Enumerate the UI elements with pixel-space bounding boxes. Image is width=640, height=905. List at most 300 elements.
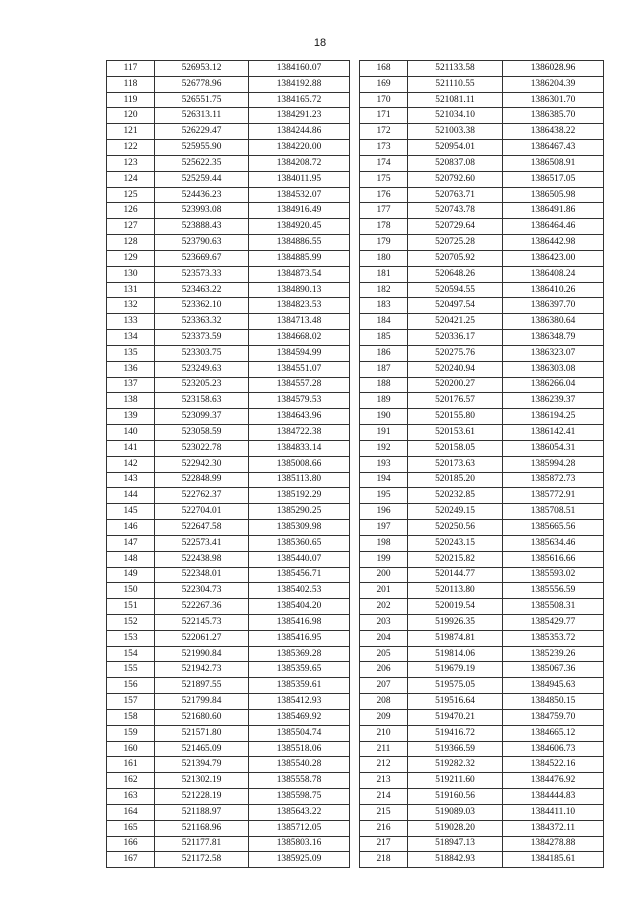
point-number-cell: 118: [107, 76, 155, 92]
table-row: [360, 488, 604, 504]
point-number-cell: 155: [107, 662, 155, 678]
x-coordinate-cell: 522348.01: [155, 567, 249, 583]
x-coordinate-cell: 521990.84: [155, 646, 249, 662]
point-number-cell: 154: [107, 646, 155, 662]
x-coordinate-cell: 523790.63: [155, 235, 249, 251]
x-coordinate-cell: 520158.05: [408, 440, 503, 456]
point-number-cell: 181: [360, 266, 408, 282]
table-row: [107, 789, 350, 805]
y-coordinate-cell: 1384522.16: [503, 757, 604, 773]
table-row: [107, 92, 350, 108]
point-number-cell: 178: [360, 219, 408, 235]
point-number-cell: 203: [360, 614, 408, 630]
y-coordinate-cell: 1385665.56: [503, 520, 604, 536]
y-coordinate-cell: 1384411.10: [503, 804, 604, 820]
table-row: [360, 425, 604, 441]
y-coordinate-cell: 1386505.98: [503, 187, 604, 203]
table-row: [107, 425, 350, 441]
table-row: [107, 393, 350, 409]
point-number-cell: 170: [360, 92, 408, 108]
point-number-cell: 133: [107, 314, 155, 330]
coordinates-table-left-body: [107, 61, 350, 868]
y-coordinate-cell: 1385353.72: [503, 630, 604, 646]
table-row: [107, 377, 350, 393]
y-coordinate-cell: 1386385.70: [503, 108, 604, 124]
point-number-cell: 200: [360, 567, 408, 583]
y-coordinate-cell: 1384160.07: [249, 61, 350, 77]
table-row: [360, 472, 604, 488]
point-number-cell: 117: [107, 61, 155, 77]
x-coordinate-cell: 519160.56: [408, 789, 503, 805]
y-coordinate-cell: 1386323.07: [503, 345, 604, 361]
x-coordinate-cell: 519470.21: [408, 709, 503, 725]
point-number-cell: 218: [360, 852, 408, 868]
point-number-cell: 130: [107, 266, 155, 282]
table-row: [107, 504, 350, 520]
y-coordinate-cell: 1385593.02: [503, 567, 604, 583]
table-row: [360, 535, 604, 551]
x-coordinate-cell: 521942.73: [155, 662, 249, 678]
point-number-cell: 182: [360, 282, 408, 298]
x-coordinate-cell: 522762.37: [155, 488, 249, 504]
point-number-cell: 145: [107, 504, 155, 520]
x-coordinate-cell: 520215.82: [408, 551, 503, 567]
y-coordinate-cell: 1385518.06: [249, 741, 350, 757]
table-row: [107, 314, 350, 330]
y-coordinate-cell: 1384722.38: [249, 425, 350, 441]
point-number-cell: 194: [360, 472, 408, 488]
x-coordinate-cell: 520648.26: [408, 266, 503, 282]
table-row: [107, 345, 350, 361]
table-row: [107, 599, 350, 615]
y-coordinate-cell: 1386408.24: [503, 266, 604, 282]
coordinates-table-right: [359, 60, 604, 868]
y-coordinate-cell: 1384823.53: [249, 298, 350, 314]
y-coordinate-cell: 1384850.15: [503, 694, 604, 710]
table-row: [107, 61, 350, 77]
x-coordinate-cell: 520173.63: [408, 456, 503, 472]
y-coordinate-cell: 1385994.28: [503, 456, 604, 472]
point-number-cell: 121: [107, 124, 155, 140]
y-coordinate-cell: 1384444.83: [503, 789, 604, 805]
point-number-cell: 139: [107, 409, 155, 425]
x-coordinate-cell: 519089.03: [408, 804, 503, 820]
table-row: [360, 345, 604, 361]
coordinates-table-left: [106, 60, 350, 868]
table-row: [107, 583, 350, 599]
x-coordinate-cell: 520594.55: [408, 282, 503, 298]
point-number-cell: 215: [360, 804, 408, 820]
y-coordinate-cell: 1384920.45: [249, 219, 350, 235]
x-coordinate-cell: 520275.76: [408, 345, 503, 361]
point-number-cell: 202: [360, 599, 408, 615]
table-row: [360, 852, 604, 868]
point-number-cell: 193: [360, 456, 408, 472]
x-coordinate-cell: 521081.11: [408, 92, 503, 108]
table-row: [360, 520, 604, 536]
point-number-cell: 135: [107, 345, 155, 361]
point-number-cell: 157: [107, 694, 155, 710]
point-number-cell: 192: [360, 440, 408, 456]
table-row: [360, 124, 604, 140]
y-coordinate-cell: 1385634.46: [503, 535, 604, 551]
table-row: [360, 804, 604, 820]
point-number-cell: 151: [107, 599, 155, 615]
x-coordinate-cell: 519282.32: [408, 757, 503, 773]
table-row: [360, 694, 604, 710]
x-coordinate-cell: 526229.47: [155, 124, 249, 140]
table-row: [107, 187, 350, 203]
x-coordinate-cell: 521465.09: [155, 741, 249, 757]
table-row: [107, 852, 350, 868]
x-coordinate-cell: 523888.43: [155, 219, 249, 235]
point-number-cell: 141: [107, 440, 155, 456]
y-coordinate-cell: 1385556.59: [503, 583, 604, 599]
y-coordinate-cell: 1385872.73: [503, 472, 604, 488]
point-number-cell: 138: [107, 393, 155, 409]
point-number-cell: 152: [107, 614, 155, 630]
point-number-cell: 196: [360, 504, 408, 520]
point-number-cell: 164: [107, 804, 155, 820]
x-coordinate-cell: 526551.75: [155, 92, 249, 108]
y-coordinate-cell: 1384551.07: [249, 361, 350, 377]
point-number-cell: 183: [360, 298, 408, 314]
point-number-cell: 201: [360, 583, 408, 599]
table-row: [107, 614, 350, 630]
point-number-cell: 125: [107, 187, 155, 203]
x-coordinate-cell: 520792.60: [408, 171, 503, 187]
table-row: [107, 520, 350, 536]
table-row: [107, 219, 350, 235]
x-coordinate-cell: 520837.08: [408, 155, 503, 171]
y-coordinate-cell: 1384165.72: [249, 92, 350, 108]
x-coordinate-cell: 523249.63: [155, 361, 249, 377]
y-coordinate-cell: 1386410.26: [503, 282, 604, 298]
point-number-cell: 148: [107, 551, 155, 567]
x-coordinate-cell: 521188.97: [155, 804, 249, 820]
point-number-cell: 134: [107, 330, 155, 346]
point-number-cell: 153: [107, 630, 155, 646]
point-number-cell: 142: [107, 456, 155, 472]
point-number-cell: 190: [360, 409, 408, 425]
point-number-cell: 175: [360, 171, 408, 187]
y-coordinate-cell: 1386054.31: [503, 440, 604, 456]
x-coordinate-cell: 520200.27: [408, 377, 503, 393]
y-coordinate-cell: 1385504.74: [249, 725, 350, 741]
table-row: [107, 155, 350, 171]
table-row: [107, 124, 350, 140]
x-coordinate-cell: 521133.58: [408, 61, 503, 77]
y-coordinate-cell: 1384278.88: [503, 836, 604, 852]
point-number-cell: 147: [107, 535, 155, 551]
table-row: [107, 488, 350, 504]
table-row: [360, 377, 604, 393]
y-coordinate-cell: 1386204.39: [503, 76, 604, 92]
point-number-cell: 174: [360, 155, 408, 171]
x-coordinate-cell: 523993.08: [155, 203, 249, 219]
table-row: [360, 282, 604, 298]
x-coordinate-cell: 518947.13: [408, 836, 503, 852]
y-coordinate-cell: 1384476.92: [503, 773, 604, 789]
y-coordinate-cell: 1385469.92: [249, 709, 350, 725]
x-coordinate-cell: 520153.61: [408, 425, 503, 441]
point-number-cell: 124: [107, 171, 155, 187]
point-number-cell: 199: [360, 551, 408, 567]
x-coordinate-cell: 520019.54: [408, 599, 503, 615]
table-row: [360, 298, 604, 314]
point-number-cell: 171: [360, 108, 408, 124]
x-coordinate-cell: 521110.55: [408, 76, 503, 92]
y-coordinate-cell: 1385067.36: [503, 662, 604, 678]
table-row: [107, 140, 350, 156]
x-coordinate-cell: 521680.60: [155, 709, 249, 725]
point-number-cell: 143: [107, 472, 155, 488]
point-number-cell: 206: [360, 662, 408, 678]
point-number-cell: 173: [360, 140, 408, 156]
point-number-cell: 207: [360, 678, 408, 694]
table-row: [360, 203, 604, 219]
y-coordinate-cell: 1384713.48: [249, 314, 350, 330]
table-row: [360, 140, 604, 156]
y-coordinate-cell: 1386142.41: [503, 425, 604, 441]
x-coordinate-cell: 520725.28: [408, 235, 503, 251]
table-row: [107, 773, 350, 789]
x-coordinate-cell: 518842.93: [408, 852, 503, 868]
table-row: [360, 789, 604, 805]
x-coordinate-cell: 519211.60: [408, 773, 503, 789]
point-number-cell: 176: [360, 187, 408, 203]
table-row: [107, 535, 350, 551]
point-number-cell: 191: [360, 425, 408, 441]
y-coordinate-cell: 1385803.16: [249, 836, 350, 852]
y-coordinate-cell: 1384606.73: [503, 741, 604, 757]
y-coordinate-cell: 1385616.66: [503, 551, 604, 567]
table-row: [107, 820, 350, 836]
table-row: [107, 298, 350, 314]
y-coordinate-cell: 1386423.00: [503, 250, 604, 266]
x-coordinate-cell: 519814.06: [408, 646, 503, 662]
table-row: [107, 678, 350, 694]
point-number-cell: 150: [107, 583, 155, 599]
x-coordinate-cell: 522267.36: [155, 599, 249, 615]
y-coordinate-cell: 1384192.88: [249, 76, 350, 92]
y-coordinate-cell: 1385239.26: [503, 646, 604, 662]
table-row: [107, 757, 350, 773]
point-number-cell: 214: [360, 789, 408, 805]
y-coordinate-cell: 1384916.49: [249, 203, 350, 219]
table-row: [107, 472, 350, 488]
table-row: [360, 250, 604, 266]
table-row: [107, 551, 350, 567]
x-coordinate-cell: 520155.80: [408, 409, 503, 425]
y-coordinate-cell: 1386301.70: [503, 92, 604, 108]
point-number-cell: 156: [107, 678, 155, 694]
table-row: [360, 725, 604, 741]
x-coordinate-cell: 521799.84: [155, 694, 249, 710]
y-coordinate-cell: 1385404.20: [249, 599, 350, 615]
point-number-cell: 146: [107, 520, 155, 536]
table-row: [107, 250, 350, 266]
table-row: [107, 440, 350, 456]
y-coordinate-cell: 1384945.63: [503, 678, 604, 694]
table-row: [107, 266, 350, 282]
y-coordinate-cell: 1385359.61: [249, 678, 350, 694]
x-coordinate-cell: 523373.59: [155, 330, 249, 346]
y-coordinate-cell: 1385440.07: [249, 551, 350, 567]
y-coordinate-cell: 1384665.12: [503, 725, 604, 741]
x-coordinate-cell: 524436.23: [155, 187, 249, 203]
table-row: [107, 409, 350, 425]
y-coordinate-cell: 1384594.99: [249, 345, 350, 361]
point-number-cell: 160: [107, 741, 155, 757]
table-row: [360, 630, 604, 646]
point-number-cell: 169: [360, 76, 408, 92]
point-number-cell: 167: [107, 852, 155, 868]
y-coordinate-cell: 1385456.71: [249, 567, 350, 583]
y-coordinate-cell: 1386348.79: [503, 330, 604, 346]
x-coordinate-cell: 520497.54: [408, 298, 503, 314]
point-number-cell: 197: [360, 520, 408, 536]
point-number-cell: 212: [360, 757, 408, 773]
point-number-cell: 137: [107, 377, 155, 393]
point-number-cell: 168: [360, 61, 408, 77]
coordinates-table-right-body: [360, 61, 604, 868]
y-coordinate-cell: 1385925.09: [249, 852, 350, 868]
point-number-cell: 217: [360, 836, 408, 852]
table-row: [360, 599, 604, 615]
x-coordinate-cell: 519679.19: [408, 662, 503, 678]
y-coordinate-cell: 1385290.25: [249, 504, 350, 520]
y-coordinate-cell: 1385772.91: [503, 488, 604, 504]
point-number-cell: 179: [360, 235, 408, 251]
table-row: [360, 504, 604, 520]
x-coordinate-cell: 521168.96: [155, 820, 249, 836]
table-row: [360, 757, 604, 773]
x-coordinate-cell: 526313.11: [155, 108, 249, 124]
table-row: [107, 646, 350, 662]
point-number-cell: 132: [107, 298, 155, 314]
y-coordinate-cell: 1385429.77: [503, 614, 604, 630]
y-coordinate-cell: 1386517.05: [503, 171, 604, 187]
point-number-cell: 177: [360, 203, 408, 219]
point-number-cell: 186: [360, 345, 408, 361]
y-coordinate-cell: 1386467.43: [503, 140, 604, 156]
point-number-cell: 198: [360, 535, 408, 551]
x-coordinate-cell: 521302.19: [155, 773, 249, 789]
table-row: [107, 567, 350, 583]
x-coordinate-cell: 520336.17: [408, 330, 503, 346]
x-coordinate-cell: 520249.15: [408, 504, 503, 520]
y-coordinate-cell: 1384557.28: [249, 377, 350, 393]
x-coordinate-cell: 521034.10: [408, 108, 503, 124]
point-number-cell: 158: [107, 709, 155, 725]
x-coordinate-cell: 520743.78: [408, 203, 503, 219]
x-coordinate-cell: 520144.77: [408, 567, 503, 583]
table-row: [107, 630, 350, 646]
x-coordinate-cell: 525622.35: [155, 155, 249, 171]
y-coordinate-cell: 1386442.98: [503, 235, 604, 251]
x-coordinate-cell: 520763.71: [408, 187, 503, 203]
table-row: [360, 155, 604, 171]
y-coordinate-cell: 1386464.46: [503, 219, 604, 235]
x-coordinate-cell: 519366.59: [408, 741, 503, 757]
y-coordinate-cell: 1384668.02: [249, 330, 350, 346]
x-coordinate-cell: 520729.64: [408, 219, 503, 235]
x-coordinate-cell: 520185.20: [408, 472, 503, 488]
table-row: [107, 709, 350, 725]
y-coordinate-cell: 1384244.86: [249, 124, 350, 140]
point-number-cell: 163: [107, 789, 155, 805]
table-row: [107, 330, 350, 346]
y-coordinate-cell: 1385540.28: [249, 757, 350, 773]
y-coordinate-cell: 1385643.22: [249, 804, 350, 820]
y-coordinate-cell: 1385360.65: [249, 535, 350, 551]
y-coordinate-cell: 1385708.51: [503, 504, 604, 520]
y-coordinate-cell: 1386508.91: [503, 155, 604, 171]
x-coordinate-cell: 521172.58: [155, 852, 249, 868]
point-number-cell: 180: [360, 250, 408, 266]
table-row: [360, 678, 604, 694]
point-number-cell: 131: [107, 282, 155, 298]
y-coordinate-cell: 1385402.53: [249, 583, 350, 599]
table-row: [360, 662, 604, 678]
point-number-cell: 127: [107, 219, 155, 235]
y-coordinate-cell: 1385369.28: [249, 646, 350, 662]
x-coordinate-cell: 520954.01: [408, 140, 503, 156]
x-coordinate-cell: 522061.27: [155, 630, 249, 646]
table-row: [360, 361, 604, 377]
y-coordinate-cell: 1386491.86: [503, 203, 604, 219]
x-coordinate-cell: 520240.94: [408, 361, 503, 377]
y-coordinate-cell: 1386028.96: [503, 61, 604, 77]
point-number-cell: 213: [360, 773, 408, 789]
x-coordinate-cell: 523022.78: [155, 440, 249, 456]
y-coordinate-cell: 1385113.80: [249, 472, 350, 488]
x-coordinate-cell: 522848.99: [155, 472, 249, 488]
point-number-cell: 159: [107, 725, 155, 741]
table-row: [107, 725, 350, 741]
table-row: [107, 456, 350, 472]
y-coordinate-cell: 1384011.95: [249, 171, 350, 187]
table-row: [360, 409, 604, 425]
point-number-cell: 210: [360, 725, 408, 741]
x-coordinate-cell: 519416.72: [408, 725, 503, 741]
y-coordinate-cell: 1385712.05: [249, 820, 350, 836]
table-row: [107, 108, 350, 124]
x-coordinate-cell: 523573.33: [155, 266, 249, 282]
y-coordinate-cell: 1385309.98: [249, 520, 350, 536]
point-number-cell: 140: [107, 425, 155, 441]
table-row: [360, 92, 604, 108]
y-coordinate-cell: 1384372.11: [503, 820, 604, 836]
table-row: [360, 266, 604, 282]
point-number-cell: 123: [107, 155, 155, 171]
x-coordinate-cell: 521228.19: [155, 789, 249, 805]
y-coordinate-cell: 1384291.23: [249, 108, 350, 124]
point-number-cell: 161: [107, 757, 155, 773]
x-coordinate-cell: 523303.75: [155, 345, 249, 361]
point-number-cell: 184: [360, 314, 408, 330]
y-coordinate-cell: 1386303.08: [503, 361, 604, 377]
table-row: [107, 171, 350, 187]
y-coordinate-cell: 1384643.96: [249, 409, 350, 425]
x-coordinate-cell: 523363.32: [155, 314, 249, 330]
x-coordinate-cell: 520250.56: [408, 520, 503, 536]
page-number: 18: [313, 37, 327, 49]
table-row: [360, 741, 604, 757]
x-coordinate-cell: 521177.81: [155, 836, 249, 852]
x-coordinate-cell: 520243.15: [408, 535, 503, 551]
